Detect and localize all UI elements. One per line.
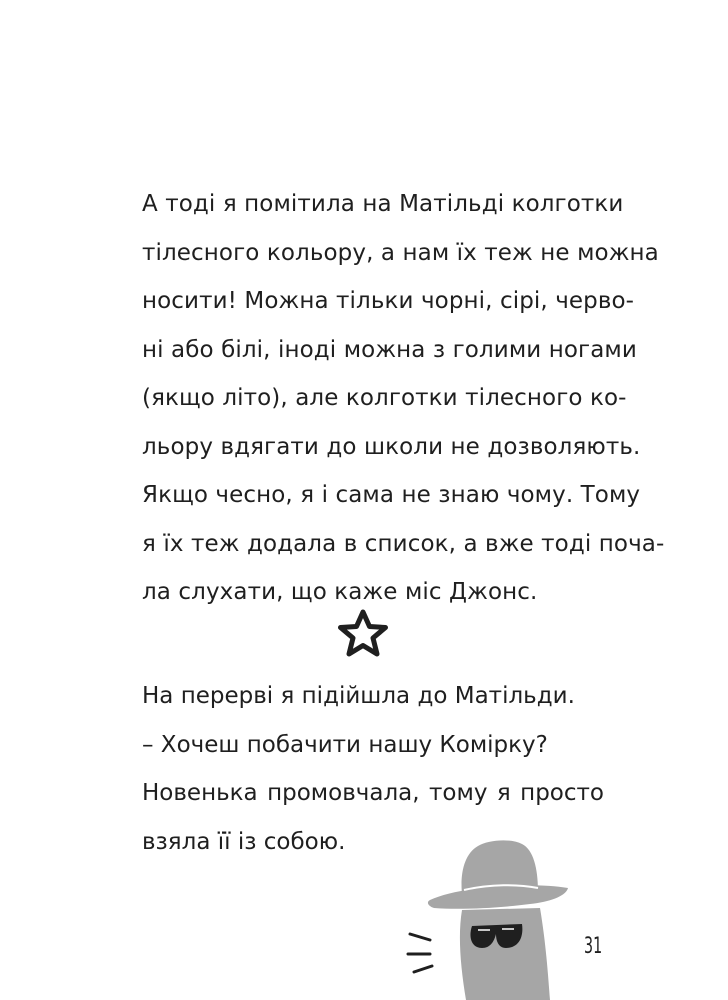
page-number: 31 xyxy=(584,934,603,959)
text-line: А тоді я помітила на Матільді колготки xyxy=(142,191,624,217)
text-line: носити! Можна тільки чорні, сірі, черво- xyxy=(142,288,635,314)
text-line: ла слухати, що каже міс Джонс. xyxy=(142,579,538,605)
text-line: На перерві я підійшла до Матільди. xyxy=(142,683,575,709)
paragraph-1 xyxy=(142,180,665,617)
star-icon xyxy=(336,608,390,660)
text-line: Якщо чесно, я і сама не знаю чому. Тому xyxy=(142,482,641,508)
detective-icon xyxy=(400,834,580,1000)
text-line: ні або білі, іноді можна з голими ногами xyxy=(142,336,637,363)
paragraph-2 xyxy=(142,672,604,769)
text-line: взяла її із собою. xyxy=(142,828,346,855)
text-line: тілесного кольору, а нам їх теж не можна xyxy=(142,239,659,266)
text-line: льору вдягати до школи не дозволяють. xyxy=(142,433,641,460)
text-line: (якщо літо), але колготки тілесного ко- xyxy=(142,385,627,411)
text-line: я їх теж додала в список, а вже тоді поча- xyxy=(142,530,665,557)
text-line: Новенька промовчала, тому я просто xyxy=(142,780,604,806)
dialogue-line: – Хочеш побачити нашу Комірку? xyxy=(142,731,548,758)
